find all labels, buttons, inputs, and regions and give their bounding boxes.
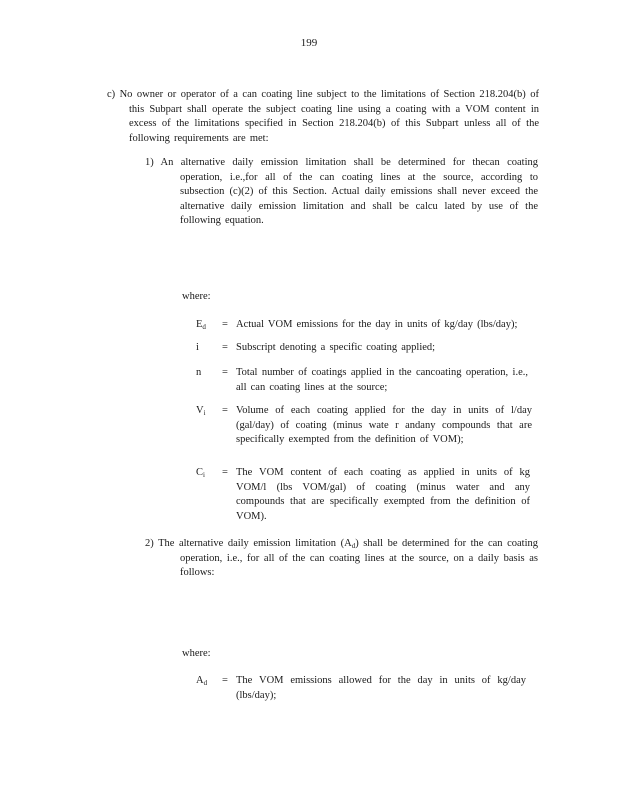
definition-text: The VOM emissions allowed for the day in units of kg/day (lbs/day); — [236, 675, 526, 701]
definition-text: The VOM content of each coating as applied in units of kg VOM/l (lbs VOM/gal) of coating (minus water and any compounds that are specifically exempted from the definition of VOM). — [236, 467, 530, 522]
definition-equals: = — [222, 405, 228, 416]
item-2-subscript: d — [351, 542, 356, 550]
page-number: 199 — [300, 37, 318, 49]
definition-equals: = — [222, 342, 228, 353]
definition-equals: = — [222, 675, 228, 686]
definition-equals: = — [222, 467, 228, 478]
definition-symbol: $A_d$ — [196, 675, 208, 687]
definition-symbol: $E_d$ — [196, 319, 206, 331]
definition-symbol: $V_i$ — [196, 405, 206, 417]
where-label-2: where: — [182, 648, 211, 659]
paragraph-c-text: c) No owner or operator of a can coating line subject to the limitations of Section 218.204(b) of this Subpart shall operate the subject coating line using a coating with a VOM content in excess of the limitations specified in Section 218.204(b) of this Subpart unless all of the following requirements are met: — [107, 89, 539, 144]
definition-symbol: n — [196, 367, 202, 378]
definition-text: Subscript denoting a specific coating applied; — [236, 342, 436, 353]
item-2-text-after: ) shall be determined for the can coating operation, i.e., for all of the can coating lines at the source, on a daily basis as follows: — [180, 538, 538, 578]
item-1 — [145, 156, 538, 229]
definition-symbol: $C_i$ — [196, 467, 205, 479]
where-label-1: where: — [182, 291, 211, 302]
definition-text: Volume of each coating applied for the day in units of l/day (gal/day) of coating (minus wate r andany compounds that are specifically exempted from the definition of VOM); — [236, 405, 532, 445]
definition-text: Actual VOM emissions for the day in units of kg/day (lbs/day); — [236, 319, 518, 330]
item-2-text-before: 2) The alternative daily emission limitation (A — [145, 538, 352, 549]
definition-equals: = — [222, 367, 228, 378]
definition-equals: = — [222, 319, 228, 330]
item-2 — [145, 537, 538, 581]
paragraph-c — [107, 88, 539, 146]
definition-text: Total number of coatings applied in the cancoating operation, i.e., all can coating lines at the source; — [236, 367, 528, 393]
item-1-text: 1) An alternative daily emission limitation shall be determined for thecan coating operation, i.e.,for all of the can coating lines at the source, according to subsection (c)(2) of this Section. Actual daily emissions shall never exceed the alternative daily emission limitation and shall be calcu lated by use of the following equation. — [145, 157, 538, 226]
definition-symbol: i — [196, 342, 199, 353]
